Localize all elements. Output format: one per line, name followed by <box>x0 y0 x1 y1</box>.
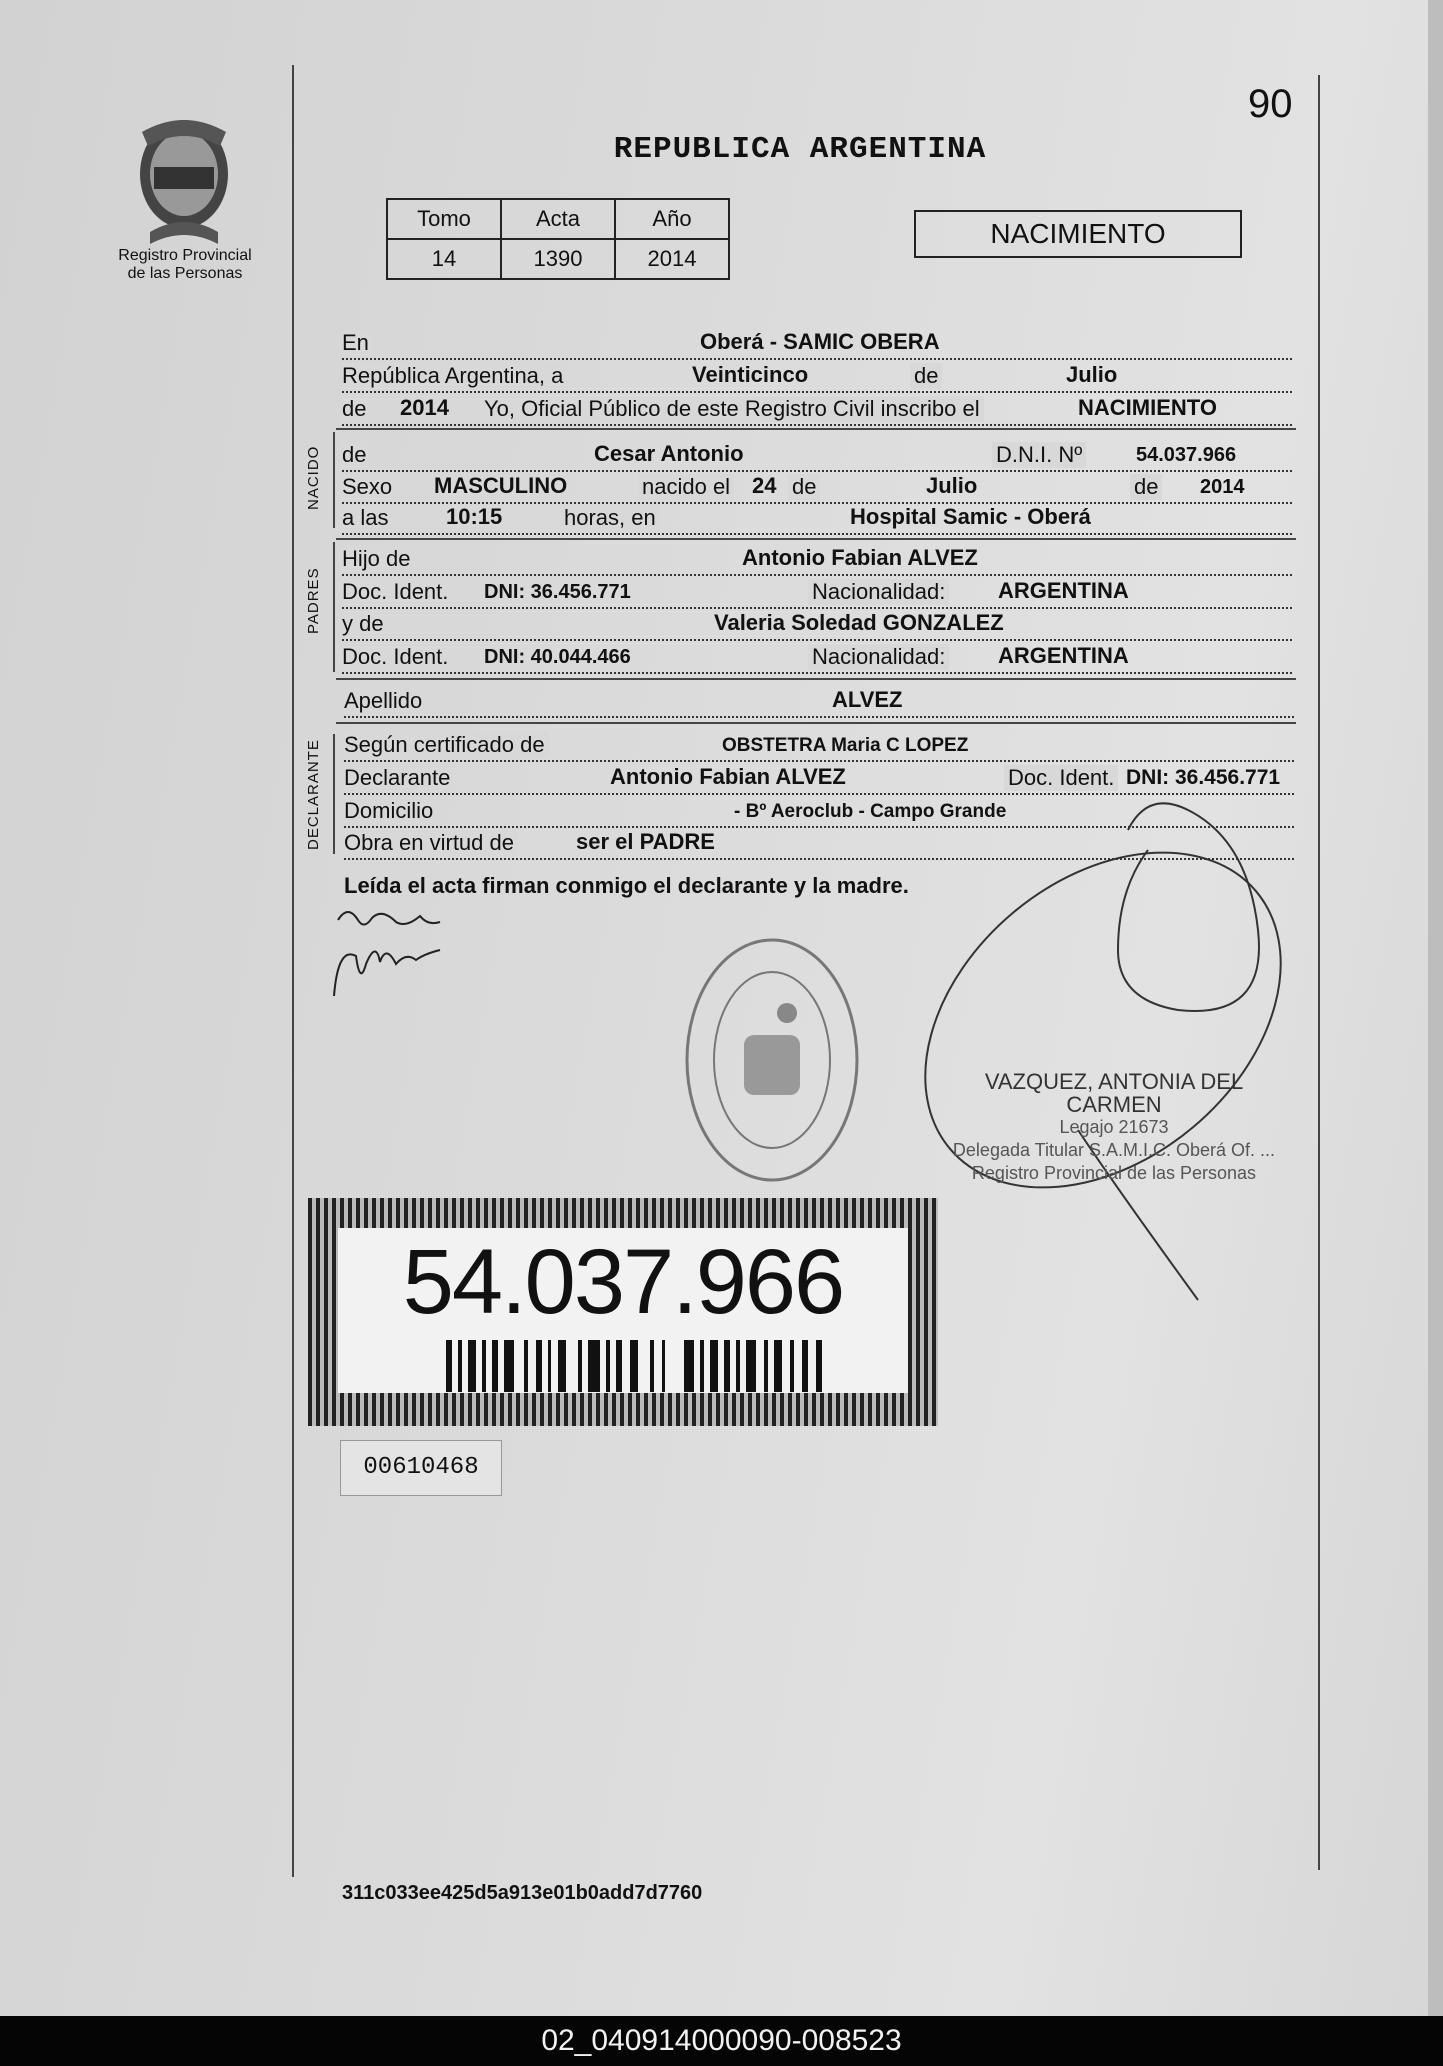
official-name: VAZQUEZ, ANTONIA DEL CARMEN <box>984 1069 1244 1117</box>
side-label-padres: PADRES <box>305 567 322 634</box>
left-margin-line <box>292 65 294 1877</box>
label-hijo-de: Hijo de <box>342 546 414 572</box>
side-label-declarante: DECLARANTE <box>305 739 322 850</box>
label-declarante: Declarante <box>344 765 454 791</box>
registry-seal <box>682 935 862 1185</box>
row-lugar <box>342 326 1292 360</box>
official-cargo: Delegada Titular S.A.M.I.C. Oberá Of. ... <box>952 1140 1276 1160</box>
row-madre-doc <box>342 640 1292 674</box>
label-doc-ident: Doc. Ident. <box>342 579 452 605</box>
label-en: En <box>342 330 373 356</box>
row-madre <box>342 607 1292 641</box>
label-doc-ident3: Doc. Ident. <box>1004 765 1118 791</box>
value-padre-nac: ARGENTINA <box>998 578 1129 603</box>
side-label-nacido: NACIDO <box>305 445 322 510</box>
footer-id: 02_040914000090-008523 <box>0 2016 1443 2066</box>
closing-statement: Leída el acta firman conmigo el declarante y la madre. <box>344 873 909 898</box>
official-stamp <box>944 1070 1284 1185</box>
value-madre-doc: DNI: 40.044.466 <box>484 646 631 668</box>
document-title: REPUBLICA ARGENTINA <box>613 132 987 167</box>
value-obra: ser el PADRE <box>576 829 715 854</box>
row-fecha <box>342 359 1292 393</box>
separator-3 <box>336 678 1296 680</box>
document-hash: 311c033ee425d5a913e01b0add7d7760 <box>342 1882 703 1904</box>
page-edge <box>1428 0 1443 2016</box>
side-line-padres <box>333 542 335 672</box>
value-mes-nac: Julio <box>926 473 978 498</box>
dni-stamp <box>308 1198 938 1426</box>
label-domicilio: Domicilio <box>344 798 437 824</box>
value-lugar-nac: Hospital Samic - Oberá <box>850 504 1091 529</box>
value-madre-nac: ARGENTINA <box>998 643 1129 668</box>
anio-header: Año <box>615 199 729 239</box>
value-certificado: OBSTETRA Maria C LOPEZ <box>722 735 969 756</box>
value-padre: Antonio Fabian ALVEZ <box>742 545 978 570</box>
separator-2 <box>336 538 1296 540</box>
value-apellido: ALVEZ <box>832 687 903 712</box>
anio-value: 2014 <box>615 239 729 279</box>
value-dia-nac: 24 <box>752 473 777 498</box>
value-acto: NACIMIENTO <box>1078 395 1217 420</box>
dni-stamp-inner <box>338 1228 908 1393</box>
value-declarante-doc: DNI: 36.456.771 <box>1126 766 1281 789</box>
separator-1 <box>336 428 1296 430</box>
label-nacionalidad: Nacionalidad: <box>808 579 949 605</box>
label-nacido-el: nacido el <box>638 474 734 500</box>
value-dni: 54.037.966 <box>1136 444 1237 466</box>
tomo-header: Tomo <box>387 199 501 239</box>
label-horas-en: horas, en <box>560 505 660 531</box>
row-hora <box>342 501 1292 535</box>
label-de4: de <box>1130 474 1162 500</box>
label-de2: de <box>342 396 370 422</box>
label-nacionalidad2: Nacionalidad: <box>808 644 949 670</box>
value-padre-doc: DNI: 36.456.771 <box>484 581 631 603</box>
official-registro: Registro Provincial de las Personas <box>971 1163 1257 1183</box>
official-legajo: Legajo 21673 <box>1059 1117 1169 1137</box>
row-nombre <box>342 438 1292 472</box>
row-sexo <box>342 470 1292 504</box>
label-oficial: Yo, Oficial Público de este Registro Civil inscribo el <box>480 396 984 422</box>
registry-name-line1: Registro Provincial <box>118 247 252 264</box>
label-sexo: Sexo <box>342 474 396 500</box>
acta-value: 1390 <box>501 239 615 279</box>
document-type-box: NACIMIENTO <box>914 210 1242 258</box>
label-de3: de <box>788 474 820 500</box>
row-acto <box>342 392 1292 426</box>
value-lugar: Oberá - SAMIC OBERA <box>700 329 940 354</box>
value-anio-nac: 2014 <box>1200 476 1245 498</box>
row-certificado <box>344 728 1294 762</box>
value-domicilio: - Bº Aeroclub - Campo Grande <box>734 801 1007 822</box>
registry-name-line2: de las Personas <box>127 265 243 282</box>
dni-stamp-number: 54.037.966 <box>402 1231 844 1333</box>
label-y-de: y de <box>342 611 388 637</box>
row-padre-doc <box>342 575 1292 609</box>
label-republica: República Argentina, a <box>342 363 567 389</box>
value-declarante: Antonio Fabian ALVEZ <box>610 764 846 789</box>
label-a-las: a las <box>342 505 392 531</box>
value-mes: Julio <box>1066 362 1118 387</box>
label-doc-ident2: Doc. Ident. <box>342 644 452 670</box>
side-line-declarante <box>333 734 335 854</box>
label-segun: Según certificado de <box>344 732 549 758</box>
value-nombre: Cesar Antonio <box>594 441 744 466</box>
label-de-nacido: de <box>342 442 370 468</box>
row-declarante <box>344 761 1294 795</box>
mother-signature <box>326 900 476 1010</box>
registry-name <box>110 247 260 283</box>
value-madre: Valeria Soledad GONZALEZ <box>714 610 1004 635</box>
value-dia: Veinticinco <box>692 362 809 387</box>
label-dni: D.N.I. Nº <box>992 442 1086 468</box>
value-anio: 2014 <box>400 395 449 420</box>
label-de: de <box>910 363 942 389</box>
label-apellido: Apellido <box>344 688 426 714</box>
value-sexo: MASCULINO <box>434 473 568 498</box>
barcode <box>446 1340 826 1392</box>
acta-header: Acta <box>501 199 615 239</box>
separator-4 <box>336 722 1296 724</box>
official-signature <box>898 800 1338 1320</box>
row-padre <box>342 542 1292 576</box>
row-apellido <box>344 684 1294 718</box>
value-hora: 10:15 <box>446 504 503 529</box>
province-emblem <box>128 112 240 248</box>
label-obra: Obra en virtud de <box>344 830 518 856</box>
side-line-nacido <box>333 432 335 528</box>
tomo-value: 14 <box>387 239 501 279</box>
tomo-acta-table <box>386 198 730 280</box>
control-number: 00610468 <box>340 1440 502 1496</box>
page-number: 90 <box>1248 82 1293 126</box>
